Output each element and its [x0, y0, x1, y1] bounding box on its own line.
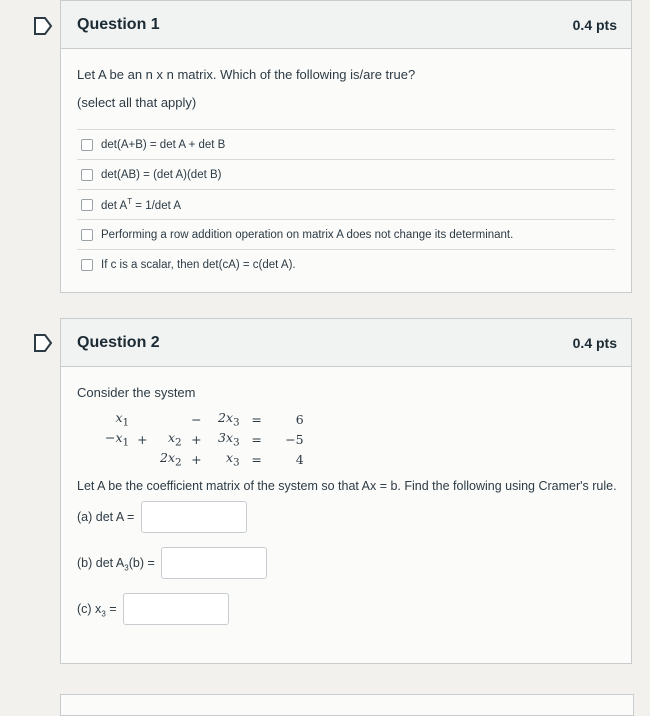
- term-sub: 2: [175, 456, 182, 469]
- constant: 4: [295, 451, 304, 467]
- operator: −: [191, 411, 202, 427]
- operator: +: [137, 431, 148, 447]
- part-a-row: [77, 501, 247, 533]
- operator: +: [191, 431, 202, 447]
- answer-list: [77, 129, 615, 279]
- answer-checkbox[interactable]: [81, 139, 93, 151]
- answer-label-part: = 1/det A: [132, 199, 182, 212]
- answer-label: If c is a scalar, then det(cA) = c(det A).: [101, 258, 296, 271]
- question-1-prompt: Let A be an n x n matrix. Which of the following is/are true?: [77, 67, 416, 82]
- term-sub: 3: [233, 456, 240, 469]
- next-question-card: [60, 694, 634, 716]
- part-c-label-text: (c) x: [77, 602, 102, 617]
- part-c-row: [77, 593, 229, 625]
- equation-row: [101, 449, 308, 469]
- answer-label: det(A+B) = det A + det B: [101, 138, 226, 151]
- x3-input[interactable]: [123, 593, 229, 625]
- question-1-points: 0.4 pts: [572, 16, 617, 33]
- term: x: [115, 409, 123, 425]
- answer-option[interactable]: [77, 129, 615, 159]
- det-a-input[interactable]: [141, 501, 247, 533]
- term: x: [225, 449, 234, 465]
- answer-label-part: det A: [101, 199, 128, 212]
- question-1-title: Question 1: [77, 15, 160, 33]
- part-c-label: [77, 602, 117, 619]
- term: 3x: [218, 429, 234, 445]
- answer-checkbox[interactable]: [81, 169, 93, 181]
- question-1-header: [61, 1, 631, 49]
- part-b-label-tail: (b) =: [128, 556, 155, 571]
- term-sub: 3: [233, 416, 240, 429]
- part-b-row: [77, 547, 267, 579]
- answer-checkbox[interactable]: [81, 199, 93, 211]
- operator: +: [191, 451, 202, 467]
- operator: =: [251, 451, 262, 467]
- operator: =: [251, 431, 262, 447]
- answer-checkbox[interactable]: [81, 229, 93, 241]
- question-1-instruction: (select all that apply): [77, 95, 197, 110]
- question-2-header: [61, 319, 631, 367]
- term-sub: 3: [233, 436, 240, 449]
- question-2-card: [60, 318, 632, 664]
- constant: −5: [285, 431, 304, 447]
- term-sub: 1: [122, 436, 130, 449]
- question-2-intro: Consider the system: [77, 385, 196, 400]
- part-a-label: (a) det A =: [77, 510, 135, 525]
- term: −x: [105, 429, 123, 445]
- equation-row: [101, 409, 308, 429]
- answer-option[interactable]: [77, 249, 615, 279]
- answer-option[interactable]: [77, 159, 615, 189]
- term: 2x: [218, 409, 234, 425]
- term-sub: 1: [122, 416, 130, 429]
- answer-label: [101, 197, 181, 212]
- question-2-points: 0.4 pts: [572, 334, 617, 351]
- part-c-label-tail: =: [105, 602, 117, 617]
- part-b-subscript: 3: [124, 563, 129, 573]
- answer-option[interactable]: [77, 189, 615, 219]
- answer-option[interactable]: [77, 219, 615, 249]
- question-flag-icon[interactable]: [33, 16, 53, 36]
- term: 2x: [160, 449, 176, 465]
- question-2-task: Let A be the coefficient matrix of the system so that Ax = b. Find the following using Cramer's rule.: [77, 479, 617, 493]
- operator: =: [251, 411, 262, 427]
- question-1-card: [60, 0, 632, 293]
- answer-checkbox[interactable]: [81, 259, 93, 271]
- answer-label: det(AB) = (det A)(det B): [101, 168, 222, 181]
- part-c-subscript: 3: [101, 609, 106, 619]
- question-flag-icon[interactable]: [33, 333, 53, 353]
- question-2-title: Question 2: [77, 333, 160, 351]
- transpose-superscript: T: [127, 197, 133, 207]
- term-sub: 2: [175, 436, 182, 449]
- answer-label: Performing a row addition operation on matrix A does not change its determinant.: [101, 228, 514, 241]
- equation-system: [101, 409, 308, 469]
- term: x: [167, 429, 176, 445]
- part-b-label-text: (b) det A: [77, 556, 125, 571]
- constant: 6: [295, 411, 304, 427]
- part-b-label: [77, 556, 155, 573]
- equation-row: [101, 429, 308, 449]
- det-a3-input[interactable]: [161, 547, 267, 579]
